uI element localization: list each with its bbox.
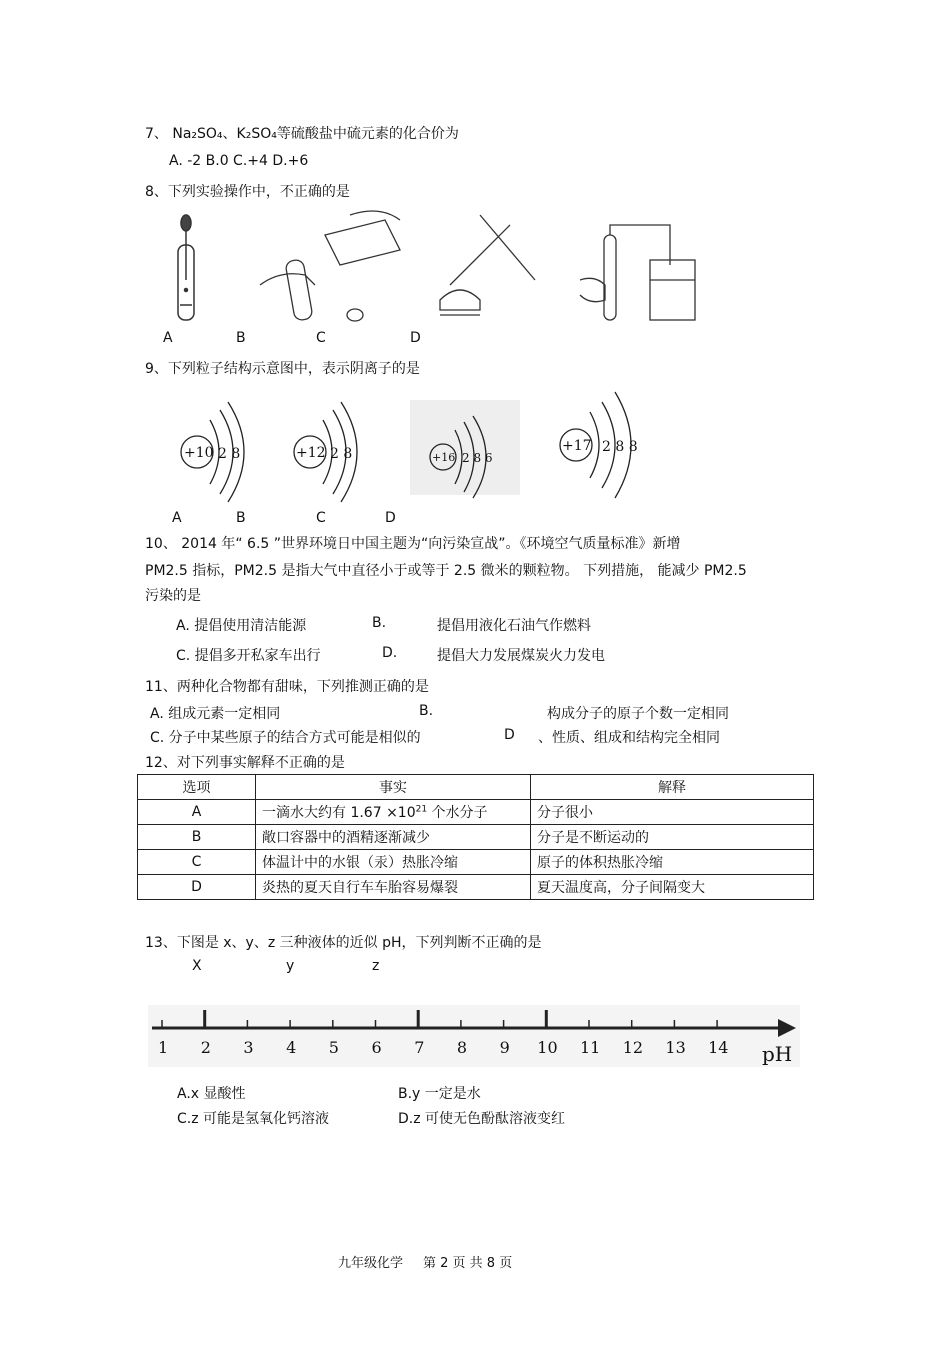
q9-label-d: D [385,510,396,526]
row-option: B [138,825,256,850]
particle-d-nucleus: +17 [562,438,592,454]
ph-tick-label: 8 [456,1038,468,1057]
ph-tick-label: 3 [243,1038,254,1057]
q11-option-b-label: B. [419,703,434,719]
row-explanation: 分子很小 [531,800,814,825]
q10-line3: 污染的是 [145,588,201,604]
q10-option-b: 提倡用液化石油气作燃料 [437,618,591,634]
lab-operations-figure [150,205,710,330]
ph-axis-label: pH [762,1042,793,1066]
particle-b [294,402,357,502]
q10-option-c: C. 提倡多开私家车出行 [176,648,321,664]
footer-page: 第 2 页 共 8 页 [423,1256,513,1271]
marker-z-label: z [372,958,380,974]
q11-option-b: 构成分子的原子个数一定相同 [547,706,729,722]
header-fact: 事实 [256,775,531,800]
ph-tick-label: 5 [328,1038,339,1057]
row-option: C [138,850,256,875]
particle-a-shells: 2 8 [218,446,241,462]
q8-label-a: A [163,330,173,346]
marker-y-label: y [286,958,295,974]
row-explanation: 夏天温度高，分子间隔变大 [531,875,814,900]
airtightness-illustration [580,225,695,320]
ph-tick-label: 11 [580,1038,601,1057]
particle-a-nucleus: +10 [184,445,214,461]
row-fact: 敞口容器中的酒精逐渐减少 [256,825,531,850]
q13-option-a: A.x 显酸性 [177,1086,246,1102]
q10-option-a: A. 提倡使用清洁能源 [176,618,307,634]
particle-a [181,402,244,502]
q8-label-b: B [236,330,246,346]
marker-x-label: X [192,958,202,974]
q12-stem: 12、对下列事实解释不正确的是 [145,755,345,771]
table-row [138,850,814,875]
q11-option-d-label: D [504,727,515,743]
pouring-illustration [260,211,400,321]
dropper-illustration [178,215,194,320]
heating-illustration [440,215,535,315]
row-fact: 体温计中的水银（汞）热胀冷缩 [256,850,531,875]
row-explanation: 原子的体积热胀冷缩 [531,850,814,875]
row-option: D [138,875,256,900]
table-header-row [138,775,814,800]
particle-b-nucleus: +12 [296,445,326,461]
ph-tick-label: 4 [286,1038,297,1057]
q11-option-c: C. 分子中某些原子的结合方式可能是相似的 [150,730,421,746]
q8-label-d: D [410,330,421,346]
q9-label-a: A [172,510,182,526]
q8-label-c: C [316,330,326,346]
q10-option-d-label: D. [382,645,398,661]
q11-stem: 11、两种化合物都有甜味，下列推测正确的是 [145,679,429,695]
q10-line1: 10、 2014 年“ 6.5 ”世界环境日中国主题为“向污染宣战”。《环境空气质量标准》新增 [145,536,681,552]
header-explanation: 解释 [531,775,814,800]
particle-c-nucleus: +16 [432,451,456,464]
facts-table [137,774,814,900]
q7-stem: 7、 Na₂SO₄、K₂SO₄等硫酸盐中硫元素的化合价为 [145,126,459,142]
q13-option-c: C.z 可能是氢氧化钙溶液 [177,1111,330,1127]
particle-d [560,392,638,498]
row-fact: 炎热的夏天自行车车胎容易爆裂 [256,875,531,900]
q13-stem: 13、下图是 x、y、z 三种液体的近似 pH，下列判断不正确的是 [145,935,542,951]
q7-options: A. -2 B.0 C.+4 D.+6 [169,153,309,169]
ph-tick-label: 7 [414,1038,425,1057]
row-fact: 一滴水大约有 $1.67 \times 10^{21}$ 个水分子 [256,800,531,825]
q9-label-c: C [316,510,326,526]
q9-label-b: B [236,510,246,526]
q13-option-d: D.z 可使无色酚酞溶液变红 [398,1111,566,1127]
q8-stem: 8、下列实验操作中，不正确的是 [145,184,350,200]
table-row [138,800,814,825]
particle-c-shells: 2 8 6 [462,451,493,465]
q13-option-b: B.y 一定是水 [398,1086,481,1102]
ph-tick-label: 12 [622,1038,644,1057]
particle-d-shells: 2 8 8 [602,439,638,455]
table-row [138,825,814,850]
q11-option-d: 、性质、组成和结构完全相同 [538,730,720,746]
ph-tick-label: 13 [665,1038,686,1057]
q10-option-d: 提倡大力发展煤炭火力发电 [437,648,605,664]
ph-tick-label: 10 [537,1038,558,1057]
ph-tick-label: 14 [708,1038,729,1057]
q9-stem: 9、下列粒子结构示意图中，表示阴离子的是 [145,361,420,377]
ph-tick-label: 1 [158,1038,169,1057]
particle-b-shells: 2 8 [330,446,353,462]
ph-tick-label: 2 [200,1038,211,1057]
ph-scale [148,1005,800,1067]
table-row [138,875,814,900]
row-explanation: 分子是不断运动的 [531,825,814,850]
particle-diagrams [170,390,660,505]
footer-subject: 九年级化学 [338,1256,404,1271]
ph-tick-label: 6 [371,1038,382,1057]
header-option: 选项 [138,775,256,800]
q10-line2: PM2.5 指标，PM2.5 是指大气中直径小于或等于 2.5 微米的颗粒物。 下列措施， 能减少 PM2.5 [145,563,747,579]
q11-option-a: A. 组成元素一定相同 [150,706,281,722]
q10-option-b-label: B. [372,615,387,631]
ph-tick-label: 9 [499,1038,510,1057]
row-option: A [138,800,256,825]
